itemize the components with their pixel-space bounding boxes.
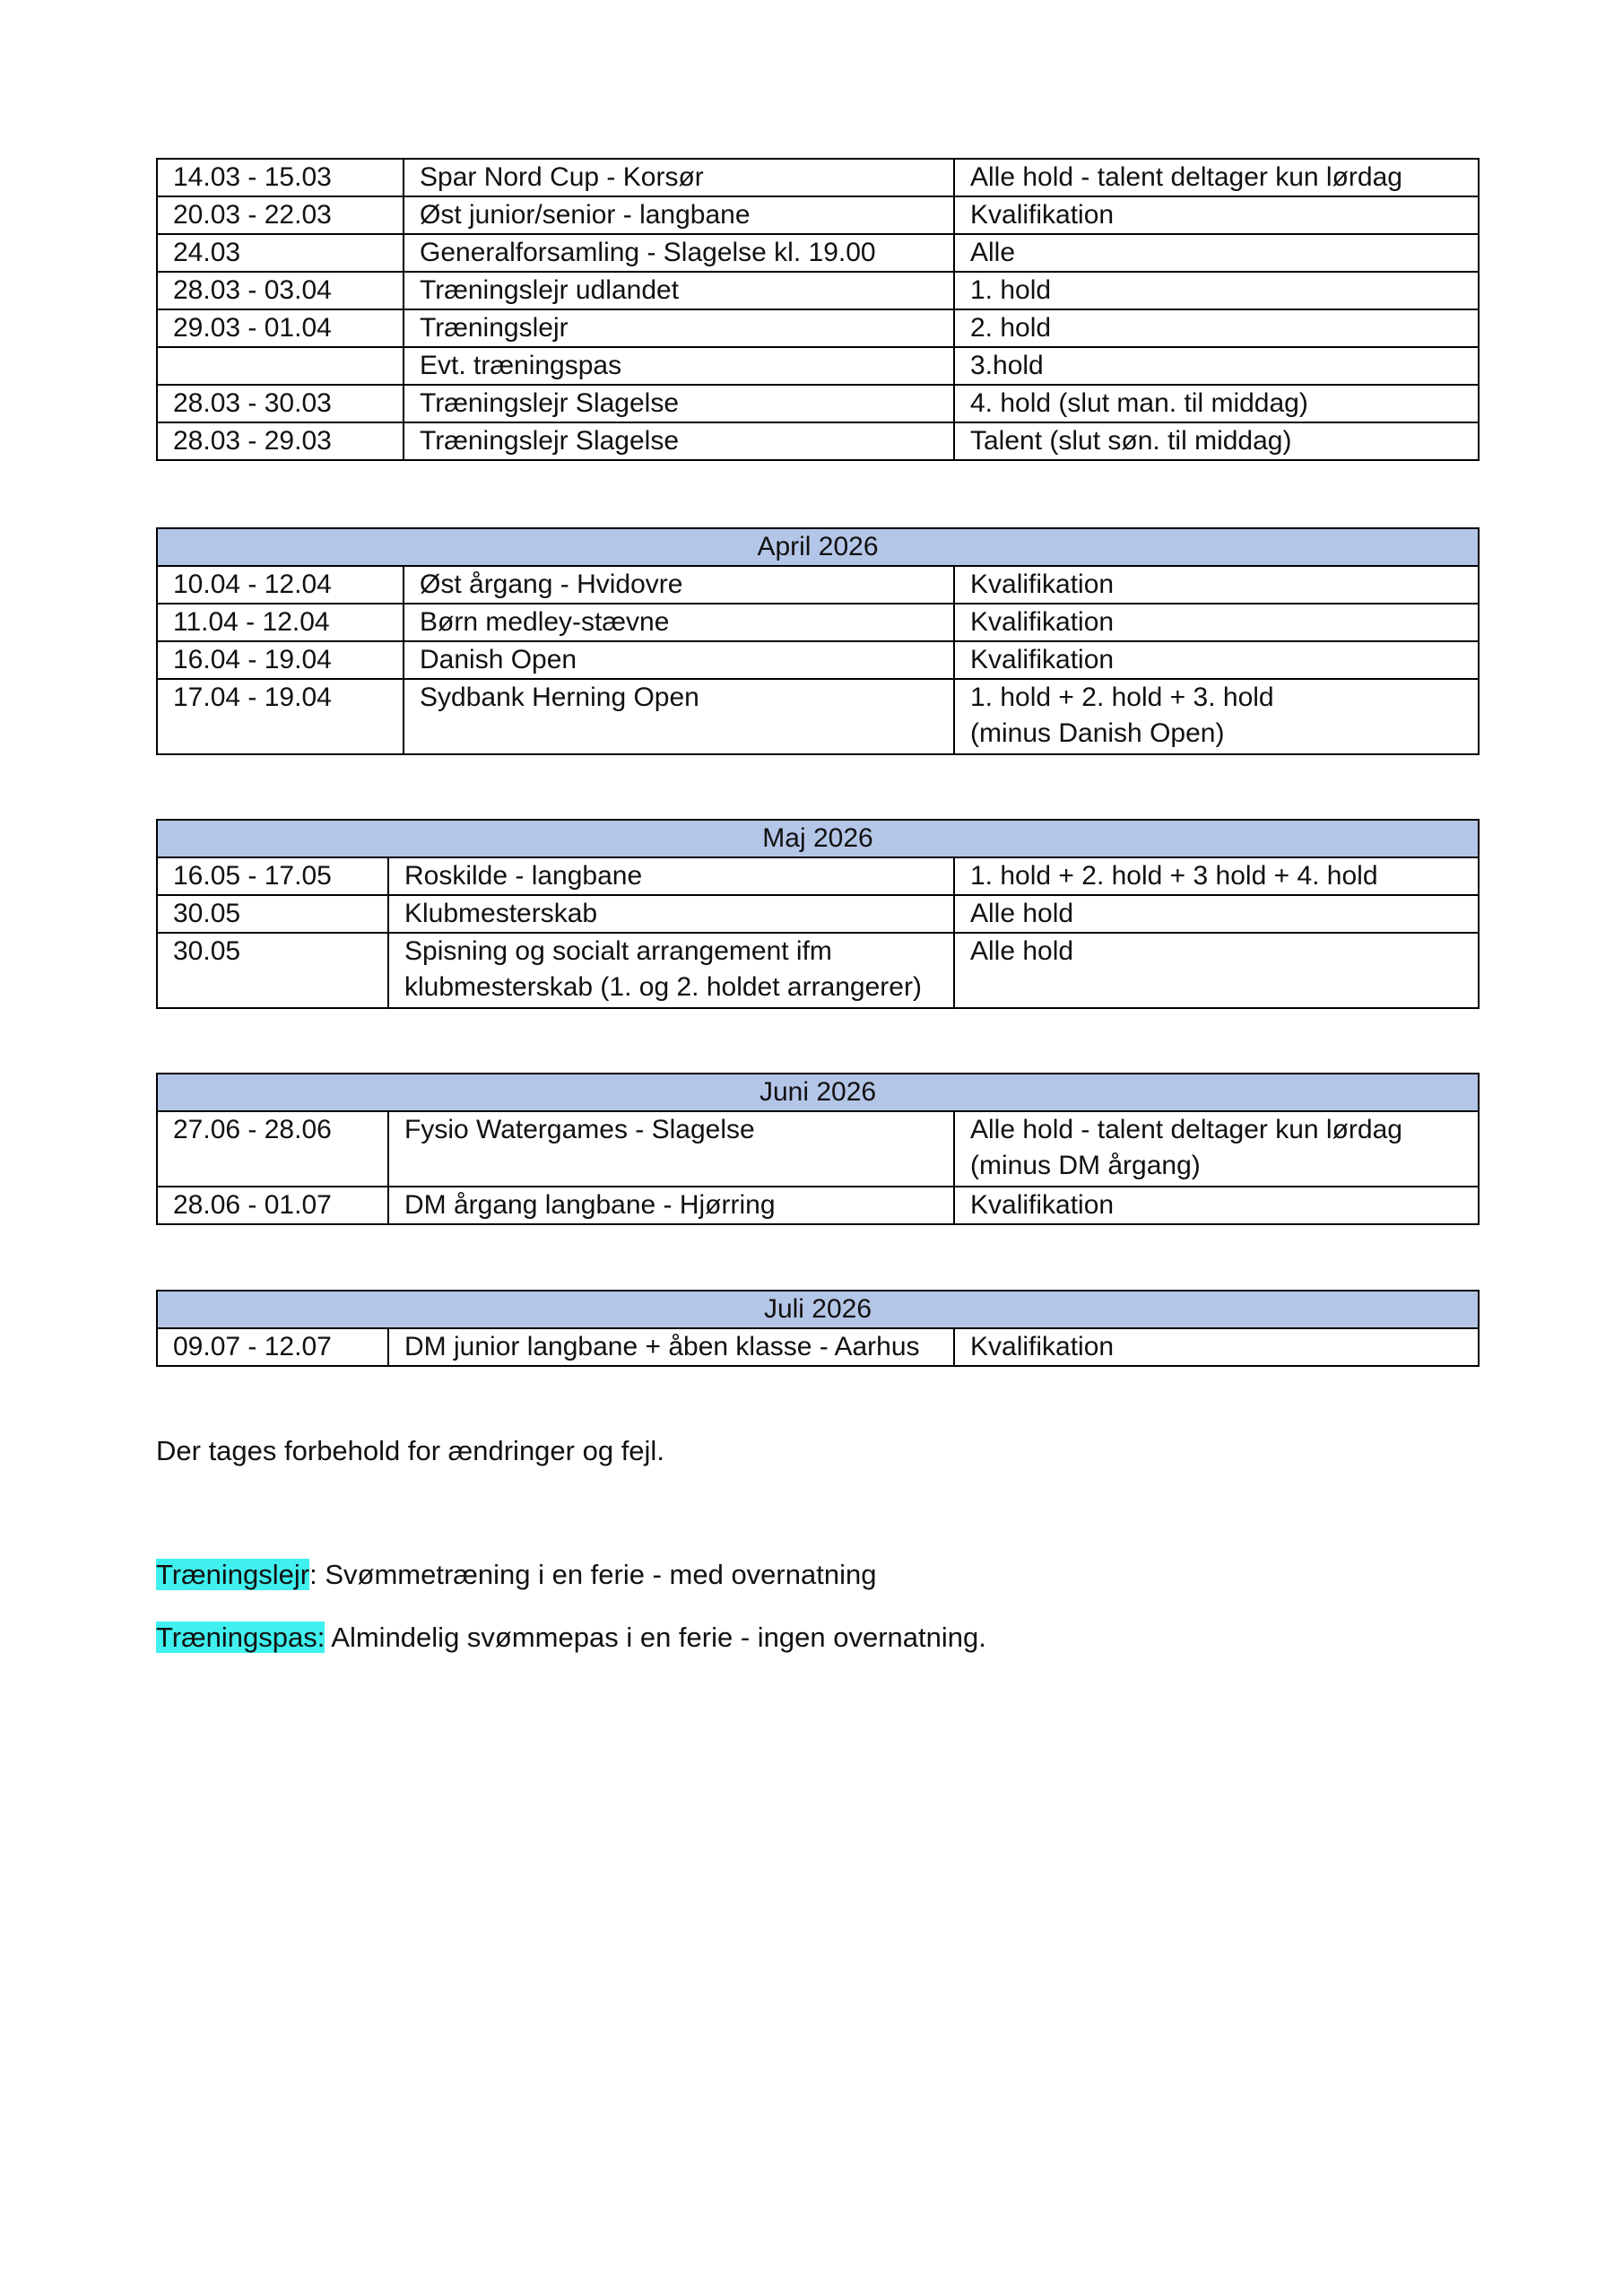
- date-cell: 11.04 - 12.04: [157, 604, 404, 641]
- participants-line: (minus Danish Open): [970, 718, 1225, 748]
- table-row: [157, 857, 1479, 895]
- date-cell: 28.03 - 03.04: [157, 272, 404, 309]
- event-cell: Træningslejr Slagelse: [404, 422, 954, 460]
- table-row: [157, 309, 1479, 347]
- date-cell: 28.03 - 30.03: [157, 385, 404, 422]
- date-cell: 29.03 - 01.04: [157, 309, 404, 347]
- definition-term: Træningspas:: [156, 1622, 325, 1653]
- table-row: [157, 347, 1479, 385]
- table-row: [157, 196, 1479, 234]
- participants-cell: 4. hold (slut man. til middag): [954, 385, 1479, 422]
- participants-cell: [954, 679, 1479, 754]
- definition-text: : Svømmetræning i en ferie - med overnatning: [309, 1559, 877, 1590]
- participants-cell: Alle: [954, 234, 1479, 272]
- participants-cell: 3.hold: [954, 347, 1479, 385]
- event-cell: Generalforsamling - Slagelse kl. 19.00: [404, 234, 954, 272]
- participants-line: (minus DM årgang): [970, 1151, 1201, 1180]
- event-line: Spisning og socialt arrangement ifm: [404, 936, 832, 966]
- schedule-table-march: [156, 158, 1480, 461]
- event-cell: Evt. træningspas: [404, 347, 954, 385]
- event-cell: Spar Nord Cup - Korsør: [404, 159, 954, 196]
- participants-cell: Kvalifikation: [954, 1187, 1479, 1224]
- date-cell: 09.07 - 12.07: [157, 1328, 388, 1366]
- table-row: [157, 641, 1479, 679]
- event-cell: Træningslejr Slagelse: [404, 385, 954, 422]
- schedule-table-april: [156, 527, 1480, 755]
- event-cell: Fysio Watergames - Slagelse: [388, 1111, 954, 1187]
- participants-cell: [954, 1111, 1479, 1187]
- date-cell: 20.03 - 22.03: [157, 196, 404, 234]
- definition-term: Træningslejr: [156, 1559, 310, 1590]
- participants-cell: Alle hold - talent deltager kun lørdag: [954, 159, 1479, 196]
- participants-cell: Kvalifikation: [954, 196, 1479, 234]
- participants-cell: 1. hold + 2. hold + 3 hold + 4. hold: [954, 857, 1479, 895]
- participants-cell: Alle hold: [954, 933, 1479, 1008]
- table-row: [157, 385, 1479, 422]
- month-heading: April 2026: [157, 528, 1479, 566]
- event-cell: Sydbank Herning Open: [404, 679, 954, 754]
- table-row: [157, 566, 1479, 604]
- participants-cell: 1. hold: [954, 272, 1479, 309]
- schedule-table-july: [156, 1290, 1480, 1367]
- table-row: [157, 1328, 1479, 1366]
- event-cell: Danish Open: [404, 641, 954, 679]
- date-cell: 16.05 - 17.05: [157, 857, 388, 895]
- event-cell: Træningslejr: [404, 309, 954, 347]
- date-cell: 16.04 - 19.04: [157, 641, 404, 679]
- participants-cell: Kvalifikation: [954, 641, 1479, 679]
- definition-traeningslejr: [156, 1556, 876, 1594]
- date-cell: 28.03 - 29.03: [157, 422, 404, 460]
- definition-traeningspas: [156, 1619, 986, 1657]
- schedule-table-june: [156, 1073, 1480, 1225]
- disclaimer-text: Der tages forbehold for ændringer og fejl.: [156, 1435, 664, 1466]
- event-cell: Øst junior/senior - langbane: [404, 196, 954, 234]
- participants-cell: Kvalifikation: [954, 566, 1479, 604]
- event-cell: Roskilde - langbane: [388, 857, 954, 895]
- event-cell: Klubmesterskab: [388, 895, 954, 933]
- schedule-table-may: [156, 819, 1480, 1009]
- month-heading: Juni 2026: [157, 1074, 1479, 1111]
- participants-cell: Kvalifikation: [954, 604, 1479, 641]
- table-row: [157, 159, 1479, 196]
- event-cell: DM junior langbane + åben klasse - Aarhus: [388, 1328, 954, 1366]
- participants-line: 1. hold + 2. hold + 3. hold: [970, 683, 1274, 712]
- participants-cell: Alle hold: [954, 895, 1479, 933]
- date-cell: 27.06 - 28.06: [157, 1111, 388, 1187]
- table-row: [157, 1187, 1479, 1224]
- date-cell: 30.05: [157, 895, 388, 933]
- table-row: [157, 234, 1479, 272]
- participants-line: Alle hold - talent deltager kun lørdag: [970, 1115, 1402, 1144]
- date-cell: 17.04 - 19.04: [157, 679, 404, 754]
- event-cell: Børn medley-stævne: [404, 604, 954, 641]
- participants-cell: Talent (slut søn. til middag): [954, 422, 1479, 460]
- participants-cell: 2. hold: [954, 309, 1479, 347]
- definition-text: Almindelig svømmepas i en ferie - ingen overnatning.: [325, 1622, 986, 1653]
- date-cell: 30.05: [157, 933, 388, 1008]
- event-cell: Øst årgang - Hvidovre: [404, 566, 954, 604]
- event-cell: Træningslejr udlandet: [404, 272, 954, 309]
- table-row: [157, 604, 1479, 641]
- table-row: [157, 895, 1479, 933]
- event-cell: [388, 933, 954, 1008]
- date-cell: 28.06 - 01.07: [157, 1187, 388, 1224]
- month-heading: Juli 2026: [157, 1291, 1479, 1328]
- table-row: [157, 272, 1479, 309]
- table-row: [157, 1111, 1479, 1187]
- month-heading: Maj 2026: [157, 820, 1479, 857]
- table-row: [157, 422, 1479, 460]
- date-cell: 10.04 - 12.04: [157, 566, 404, 604]
- date-cell: [157, 347, 404, 385]
- date-cell: 14.03 - 15.03: [157, 159, 404, 196]
- table-row: [157, 933, 1479, 1008]
- event-line: klubmesterskab (1. og 2. holdet arrangerer): [404, 972, 922, 1002]
- event-cell: DM årgang langbane - Hjørring: [388, 1187, 954, 1224]
- table-row: [157, 679, 1479, 754]
- date-cell: 24.03: [157, 234, 404, 272]
- participants-cell: Kvalifikation: [954, 1328, 1479, 1366]
